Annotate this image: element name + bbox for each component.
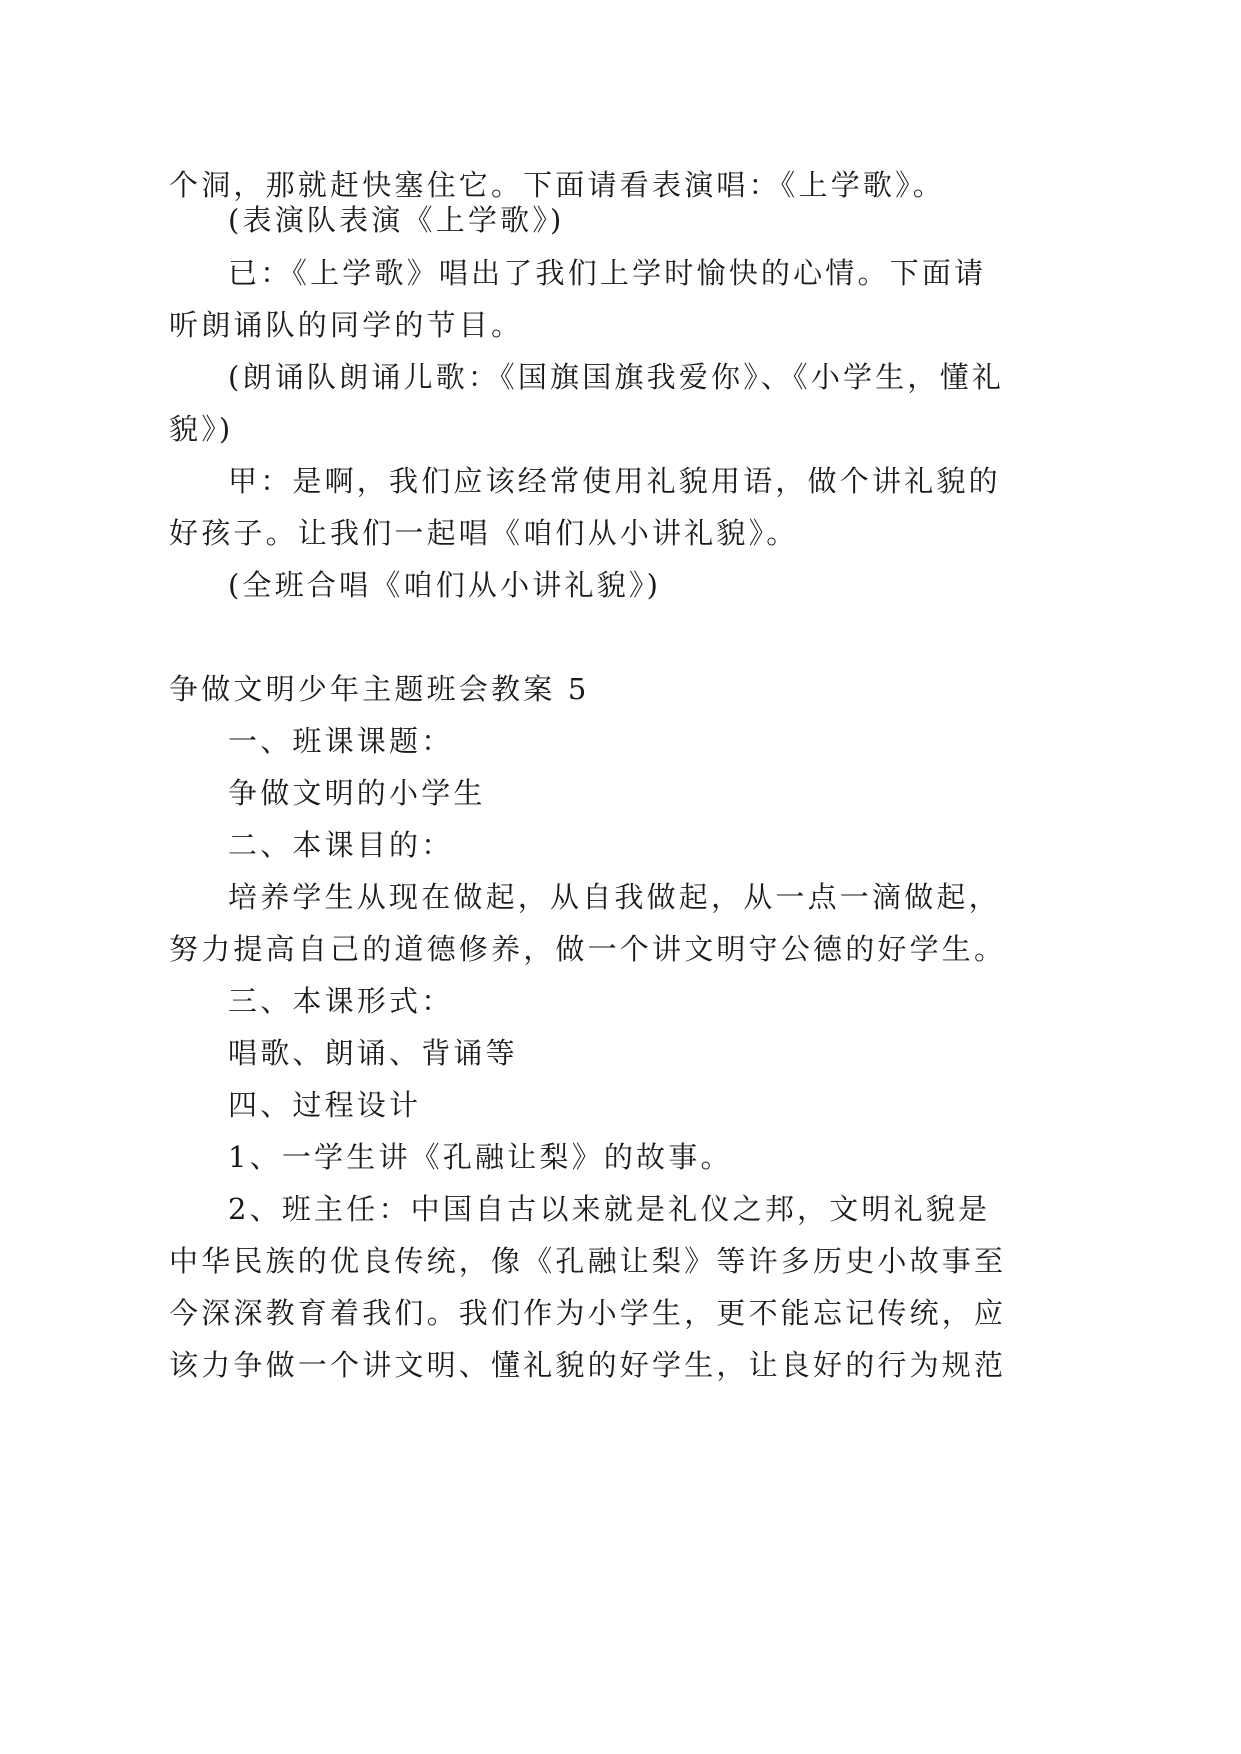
section-heading: 争做文明少年主题班会教案 5 bbox=[169, 672, 590, 706]
text-line: 好孩子。让我们一起唱《咱们从小讲礼貌》。 bbox=[169, 516, 799, 550]
text-line: 貌》) bbox=[169, 412, 234, 446]
text-line: 已：《上学歌》唱出了我们上学时愉快的心情。下面请 bbox=[228, 256, 987, 290]
text-line: 唱歌、朗诵、背诵等 bbox=[228, 1036, 518, 1070]
text-line: (表演队表演《上学歌》) bbox=[228, 203, 565, 237]
text-line: 2、班主任：中国自古以来就是礼仪之邦，文明礼貌是 bbox=[228, 1192, 991, 1226]
text-line: 该力争做一个讲文明、懂礼貌的好学生，让良好的行为规范 bbox=[169, 1348, 1007, 1382]
text-line: 培养学生从现在做起，从自我做起，从一点一滴做起， bbox=[228, 880, 1001, 914]
text-line: 三、本课形式： bbox=[228, 984, 454, 1018]
text-line: 甲：是啊，我们应该经常使用礼貌用语，做个讲礼貌的 bbox=[228, 464, 1001, 498]
text-line: 二、本课目的： bbox=[228, 828, 454, 862]
text-line: 听朗诵队的同学的节目。 bbox=[169, 308, 524, 342]
text-line: 争做文明的小学生 bbox=[228, 776, 486, 810]
text-line: 四、过程设计 bbox=[228, 1088, 422, 1122]
text-line: 1、一学生讲《孔融让梨》的故事。 bbox=[228, 1140, 733, 1174]
text-line: 一、班课课题： bbox=[228, 724, 454, 758]
text-line: (朗诵队朗诵儿歌：《国旗国旗我爱你》、《小学生，懂礼 bbox=[228, 360, 1005, 394]
text-line: (全班合唱《咱们从小讲礼貌》) bbox=[228, 568, 662, 602]
text-line: 个洞，那就赶快塞住它。下面请看表演唱：《上学歌》。 bbox=[169, 168, 946, 202]
text-line: 中华民族的优良传统，像《孔融让梨》等许多历史小故事至 bbox=[169, 1244, 1007, 1278]
text-line: 努力提高自己的道德修养，做一个讲文明守公德的好学生。 bbox=[169, 932, 1007, 966]
text-line: 今深深教育着我们。我们作为小学生，更不能忘记传统，应 bbox=[169, 1296, 1007, 1330]
